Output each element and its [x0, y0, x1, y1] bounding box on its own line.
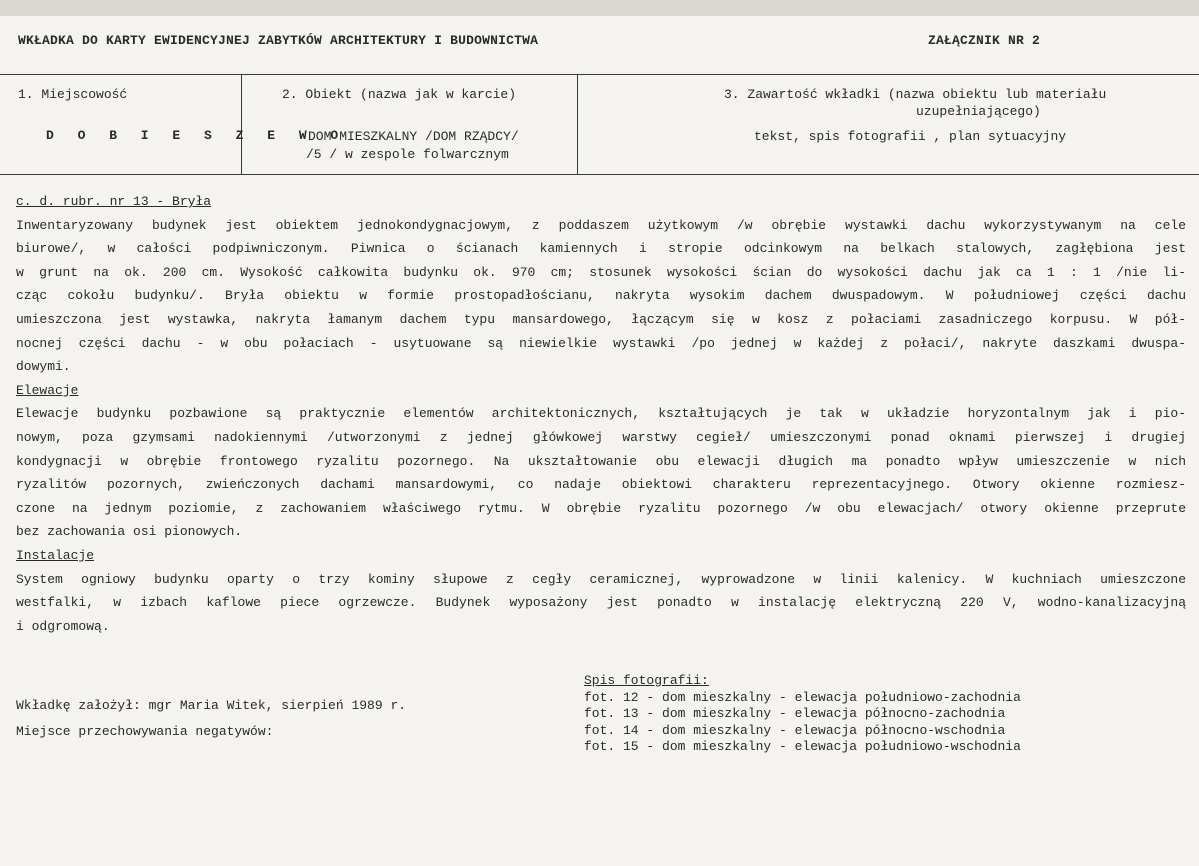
content-label-line2: uzupełniającego) [916, 104, 1041, 119]
document-title: WKŁADKA DO KARTY EWIDENCYJNEJ ZABYTKÓW ARCHITEKTURY I BUDOWNICTWA [18, 33, 539, 48]
table-bottom-border [0, 174, 1199, 175]
section-heading-elewacje: Elewacje [16, 382, 79, 398]
negatives-line: Miejsce przechowywania negatywów: [16, 724, 274, 739]
text-line: nowym, poza gzymsami nadokiennymi /utworzonymi z jednej główkowej warstwy cegieł/ umieszczonymi ponad oknami pierwszej i drugiej [16, 429, 1186, 445]
section-heading-instalacje: Instalacje [16, 547, 95, 563]
content-label-line1: 3. Zawartość wkładki (nazwa obiektu lub materiału [724, 87, 1107, 102]
photo-list-item: fot. 13 - dom mieszkalny - elewacja północno-zachodnia [584, 706, 1006, 721]
table-divider-1 [241, 75, 242, 174]
text-line: umieszczona jest wystawka, nakryta łamanym dachem typu mansardowego, łączącym się w kosz z połaciami zasadniczego korpusu. W pół- [16, 311, 1186, 327]
photo-list-item: fot. 12 - dom mieszkalny - elewacja południowo-zachodnia [584, 689, 1021, 705]
text-line: bez zachowania osi pionowych. [16, 524, 243, 540]
photo-list-title: Spis fotografii: [584, 673, 709, 688]
text-line: westfalki, w izbach kaflowe piece ogrzewcze. Budynek wyposażony jest ponadto w instalację elektryczną 220 V, wodno-kanalizacyjną [16, 595, 1186, 611]
object-value-line1: DOM MIESZKALNY /DOM RZĄDCY/ [308, 129, 519, 144]
text-line: Inwentaryzowany budynek jest obiektem jednokondygnacjowym, z poddaszem użytkowym /w obrębie wystawki dachu wykorzystywanym na cele [16, 217, 1186, 233]
text-line: czone na jednym poziomie, z zachowaniem właściwego rytmu. W obrębie ryzalitu pozornego /w obu elewacjach/ otwory okienne przeprute [16, 500, 1186, 516]
locality-value: D O B I E S Z E W O [46, 128, 347, 143]
scan-top-edge [0, 0, 1199, 16]
annex-label: ZAŁĄCZNIK NR 2 [928, 33, 1041, 48]
photo-items [584, 690, 1021, 756]
text-line: Elewacje budynku pozbawione są praktycznie elementów architektonicznych, kształtujących je tak w układzie horyzontalnym jak i pio- [16, 406, 1186, 422]
author-line: Wkładkę założył: mgr Maria Witek, sierpień 1989 r. [16, 698, 407, 713]
text-line: biurowe/, w całości podpiwniczonym. Piwnica o ścianach kamiennych i stropie odcinkowym na belkach stalowych, zagłębiona jest [16, 241, 1186, 257]
text-line: ryzalitów pozornych, zwieńczonych dachami mansardowymi, co nadaje obiektowi charakteru reprezentacyjnego. Otwory okienne rozmiesz- [16, 477, 1186, 493]
photo-list-item: fot. 14 - dom mieszkalny - elewacja północno-wschodnia [584, 722, 1006, 738]
table-divider-2 [577, 75, 578, 174]
object-value-line2: /5 / w zespole folwarcznym [306, 147, 509, 162]
text-line: w grunt na ok. 200 cm. Wysokość całkowita budynku ok. 970 cm; stosunek wysokości ścian do wysokości dachu jak ca 1 : 1 /nie li- [16, 264, 1186, 280]
document-header [18, 33, 1178, 48]
text-line: dowymi. [16, 359, 71, 375]
section-heading-bryla: c. d. rubr. nr 13 - Bryła [16, 194, 212, 209]
section-elewacje [16, 402, 1186, 544]
text-line: System ogniowy budynku oparty o trzy kominy słupowe z cegły ceramicznej, wyprowadzone w linii kalenicy. W kuchniach umieszczone [16, 571, 1186, 587]
object-label: 2. Obiekt (nazwa jak w karcie) [282, 87, 517, 102]
text-line: kondygnacji w obrębie frontowego ryzalitu pozornego. Na ukształtowanie obu elewacji długich ma ponadto wpływ umieszczenie w nich [16, 453, 1186, 469]
locality-label: 1. Miejscowość [18, 87, 128, 102]
section-instalacje [16, 568, 1186, 639]
photo-list-item: fot. 15 - dom mieszkalny - elewacja południowo-wschodnia [584, 739, 1021, 754]
description-body [16, 190, 1186, 638]
footer-left [16, 693, 406, 745]
text-line: nocnej części dachu - w obu połaciach - usytuowane są niewielkie wystawki /po jednej w każdej z połaci/, nakryte daszkami dwuspa- [16, 335, 1186, 351]
section-bryla [16, 214, 1186, 379]
photo-list [584, 673, 1021, 756]
table-top-border [0, 74, 1199, 75]
content-value: tekst, spis fotografii , plan sytuacyjny [754, 129, 1067, 144]
text-line: i odgromową. [16, 618, 110, 634]
text-line: cząc cokołu budynku/. Bryła obiektu w formie prostopadłościanu, nakryta wysokim dachem dwuspadowym. W południowej części dachu [16, 288, 1186, 304]
